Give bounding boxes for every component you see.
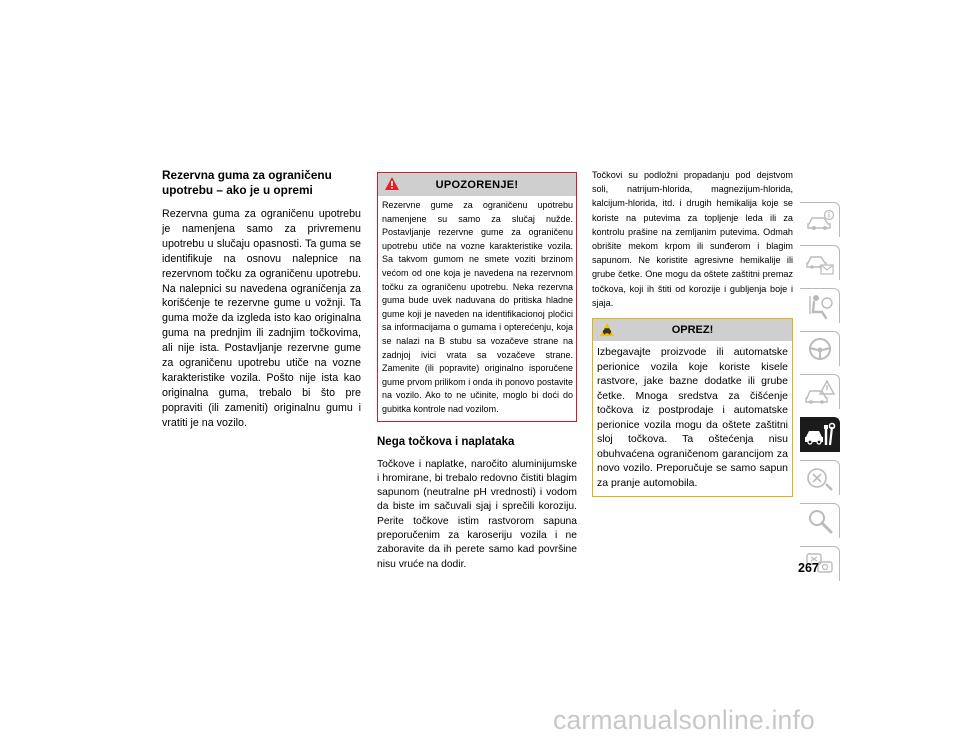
warning-title: UPOZORENJE! <box>435 178 519 191</box>
tab-steering-wheel[interactable] <box>800 331 840 366</box>
section-heading-wheel-care: Nega točkova i naplataka <box>377 435 515 448</box>
caution-car-icon <box>599 322 615 337</box>
tab-car-warning[interactable] <box>800 374 840 409</box>
warning-header <box>378 173 576 196</box>
caution-text: Izbegavajte proizvode ili automatske perionice vozila koje koriste kisele rastvore, jake bazne dodatke ili grube četke. Mnoga sredstva za čišćenje točkova iz postprodaje i automatske perionice vozila mogu da oštete zaštitni sloj točkova. Ta oštećenja nisu obuhvaćena ograničenom garancijom za novo vozilo. Preporučuje se samo sapun za pranje automobila. <box>597 346 788 489</box>
middle-column <box>377 172 577 572</box>
car-info-icon <box>804 206 836 234</box>
tab-search[interactable] <box>800 503 840 538</box>
spare-tire-paragraph: Rezervna guma za ograničenu upotrebu je namenjena samo za privremenu upotrebu u slučaju opasnosti. Ta guma se identifikuje na osnovu nalepnice na rezervnom točku za ograničenu upotrebu. Na nalepnici su navedena ograničenja za korišćenje te rezervne gume u vožnji. Ta guma može da izgleda isto kao originalna guma na prednjim ili zadnjim točkovima, ali nije ista. Postavljanje rezervne gume za ograničenu upotrebu utiče na vozne karakteristike vozila. Pošto nije ista kao originalna guma, trebalo bi što pre popraviti (ili zameniti) originalnu gumu i vratiti je na vozilo. <box>162 208 361 429</box>
wheel-corrosion-paragraph: Točkovi su podložni propadanju pod dejstvom soli, natrijum-hlorida, magnezijum-hlorida, kalcijum-hlorida, itd. i drugih hemikalija koje se koriste na putevima za topljenje leda ili za kontrolu prašine na zemljanim putevima. Odmah obrišite mekom krpom ili sunđerom i blagim sapunom. Ne koristite agresivne hemikalije ili grube četke. One mogu da oštete zaštitni premaz točkova, koji ih štiti od korozije i gubljenja boje i sjaja. <box>592 170 793 308</box>
caution-title: OPREZ! <box>671 324 714 337</box>
section-heading-spare-tire: Rezervna guma za ograničenu upotrebu – ako je u opremi <box>162 168 332 197</box>
car-service-icon <box>804 421 836 449</box>
caution-box <box>592 318 793 497</box>
car-mail-icon <box>804 249 836 277</box>
steering-wheel-icon <box>804 335 836 363</box>
left-column <box>162 168 361 431</box>
tab-specifications[interactable] <box>800 460 840 495</box>
right-column <box>592 168 793 497</box>
magnifier-icon <box>804 507 836 535</box>
seat-airbag-icon <box>804 292 836 320</box>
warning-text: Rezervne gume za ograničenu upotrebu namenjene su samo za slučaj nužde. Postavljanje rezervne gume za ograničenu upotrebu utiče na vozne karakteristike vozila. Sa takvom gumom ne smete voziti brzinom većom od one koja je navedena na rezervnom točku za ograničenu upotrebu. Neka rezervna guma bude uvek naduvana do pritiska hladne gume koji je naveden na identifikacionoj pločici sa informacijama o gumama i opterećenju, koja se nalazi na B stubu sa vozačeve strane na zadnjoj ivici vrata sa vozačeve strane. Zamenite (ili popravite) originalno isporučene gume prvom prilikom i onda ih ponovo postavite na vozilo. Ako to ne učinite, moglo bi doći do gubitka kontrole nad vozilom. <box>382 200 573 414</box>
tab-car-info[interactable] <box>800 202 840 237</box>
page-number: 267 <box>798 561 819 575</box>
warning-triangle-icon <box>384 176 400 191</box>
tab-seat-airbag[interactable] <box>800 288 840 323</box>
car-warning-icon <box>804 378 836 406</box>
wheel-care-paragraph: Točkove i naplatke, naročito aluminijumske i hromirane, bi trebalo redovno čistiti blagim sapunom (neutralne pH vrednosti) i vodom da biste im sačuvali sjaj i sprečili koroziju. Perite točkove istim rastvorom sapuna preporučenim za karoseriju vozila i ne zaboravite da ih perete samo kad površine nisu vruće na dodir. <box>377 458 577 570</box>
watermark: carmanualsonline.info <box>553 705 815 735</box>
specifications-icon <box>804 464 836 492</box>
tab-car-service[interactable] <box>800 417 840 452</box>
tab-car-mail[interactable] <box>800 245 840 280</box>
chapter-tabs <box>800 202 840 589</box>
caution-header <box>593 319 792 341</box>
warning-box <box>377 172 577 422</box>
